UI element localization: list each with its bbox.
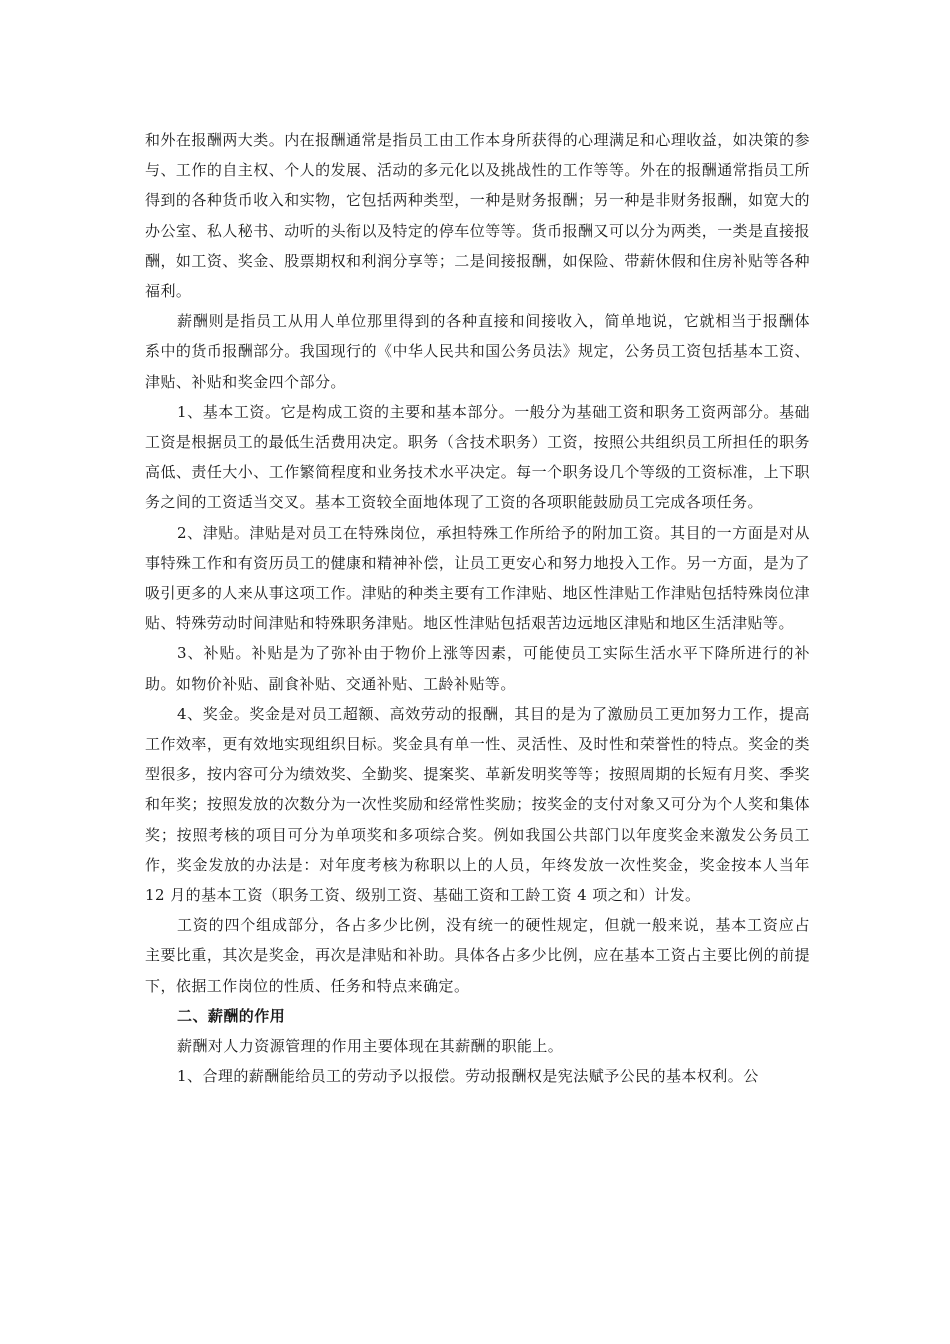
- paragraph-salary-compensation: 1、合理的薪酬能给员工的劳动予以报偿。劳动报酬权是宪法赋予公民的基本权利。公: [177, 1067, 759, 1086]
- section-heading: 二、薪酬的作用: [177, 1006, 286, 1025]
- paragraph-basic-salary: 1、基本工资。它是构成工资的主要和基本部分。一般分为基础工资和职务工资两部分。基础工资是根据员工的最低生活费用决定。职务（含技术职务）工资，按照公共组织员工所担任的职务高低、责任大小、工作繁简程度和业务技术水平决定。每一个职务设几个等级的工资标准，上下职务之间的工资适当交叉。基本工资较全面地体现了工资的各项职能鼓励员工完成各项任务。: [145, 402, 810, 512]
- paragraph-reward-types: 和外在报酬两大类。内在报酬通常是指员工由工作本身所获得的心理满足和心理收益，如决策的参与、工作的自主权、个人的发展、活动的多元化以及挑战性的工作等等。外在的报酬通常指员工所得到的各种货币收入和实物，它包括两种类型，一种是财务报酬；另一种是非财务报酬，如宽大的办公室、私人秘书、动听的头衔以及特定的停车位等等。货币报酬又可以分为两类，一类是直接报酬，如工资、奖金、股票期权和利润分享等；二是间接报酬，如保险、带薪休假和住房补贴等各种福利。: [145, 131, 810, 301]
- paragraph-salary-proportion: 工资的四个组成部分，各占多少比例，没有统一的硬性规定，但就一般来说，基本工资应占主要比重，其次是奖金，再次是津贴和补助。具体各占多少比例，应在基本工资占主要比例的前提下，依据工作岗位的性质、任务和特点来确定。: [145, 916, 810, 995]
- paragraph-salary-definition: 薪酬则是指员工从用人单位那里得到的各种直接和间接收入，简单地说，它就相当于报酬体系中的货币报酬部分。我国现行的《中华人民共和国公务员法》规定，公务员工资包括基本工资、津贴、补贴和奖金四个部分。: [145, 312, 810, 391]
- paragraph-allowance: 2、津贴。津贴是对员工在特殊岗位，承担特殊工作所给予的附加工资。其目的一方面是对从事特殊工作和有资历员工的健康和精神补偿，让员工更安心和努力地投入工作。另一方面，是为了吸引更多的人来从事这项工作。津贴的种类主要有工作津贴、地区性津贴工作津贴包括特殊岗位津贴、特殊劳动时间津贴和特殊职务津贴。地区性津贴包括艰苦边远地区津贴和地区生活津贴等。: [145, 523, 810, 633]
- paragraph-subsidy: 3、补贴。补贴是为了弥补由于物价上涨等因素，可能使员工实际生活水平下降所进行的补助。如物价补贴、副食补贴、交通补贴、工龄补贴等。: [145, 644, 810, 693]
- document-page: [145, 125, 810, 1092]
- paragraph-bonus: 4、奖金。奖金是对员工超额、高效劳动的报酬，其目的是为了激励员工更加努力工作，提高工作效率，更有效地实现组织目标。奖金具有单一性、灵活性、及时性和荣誉性的特点。奖金的类型很多，按内容可分为绩效奖、全勤奖、提案奖、革新发明奖等等；按照周期的长短有月奖、季奖和年奖；按照发放的次数分为一次性奖励和经常性奖励；按奖金的支付对象又可分为个人奖和集体奖；按照考核的项目可分为单项奖和多项综合奖。例如我国公共部门以年度奖金来激发公务员工作，奖金发放的办法是：对年度考核为称职以上的人员，年终发放一次性奖金，奖金按本人当年 12 月的基本工资（职务工资、级别工资、基础工资和工龄工资 4 项之和）计发。: [145, 704, 810, 905]
- paragraph-salary-role: 薪酬对人力资源管理的作用主要体现在其薪酬的职能上。: [177, 1037, 564, 1056]
